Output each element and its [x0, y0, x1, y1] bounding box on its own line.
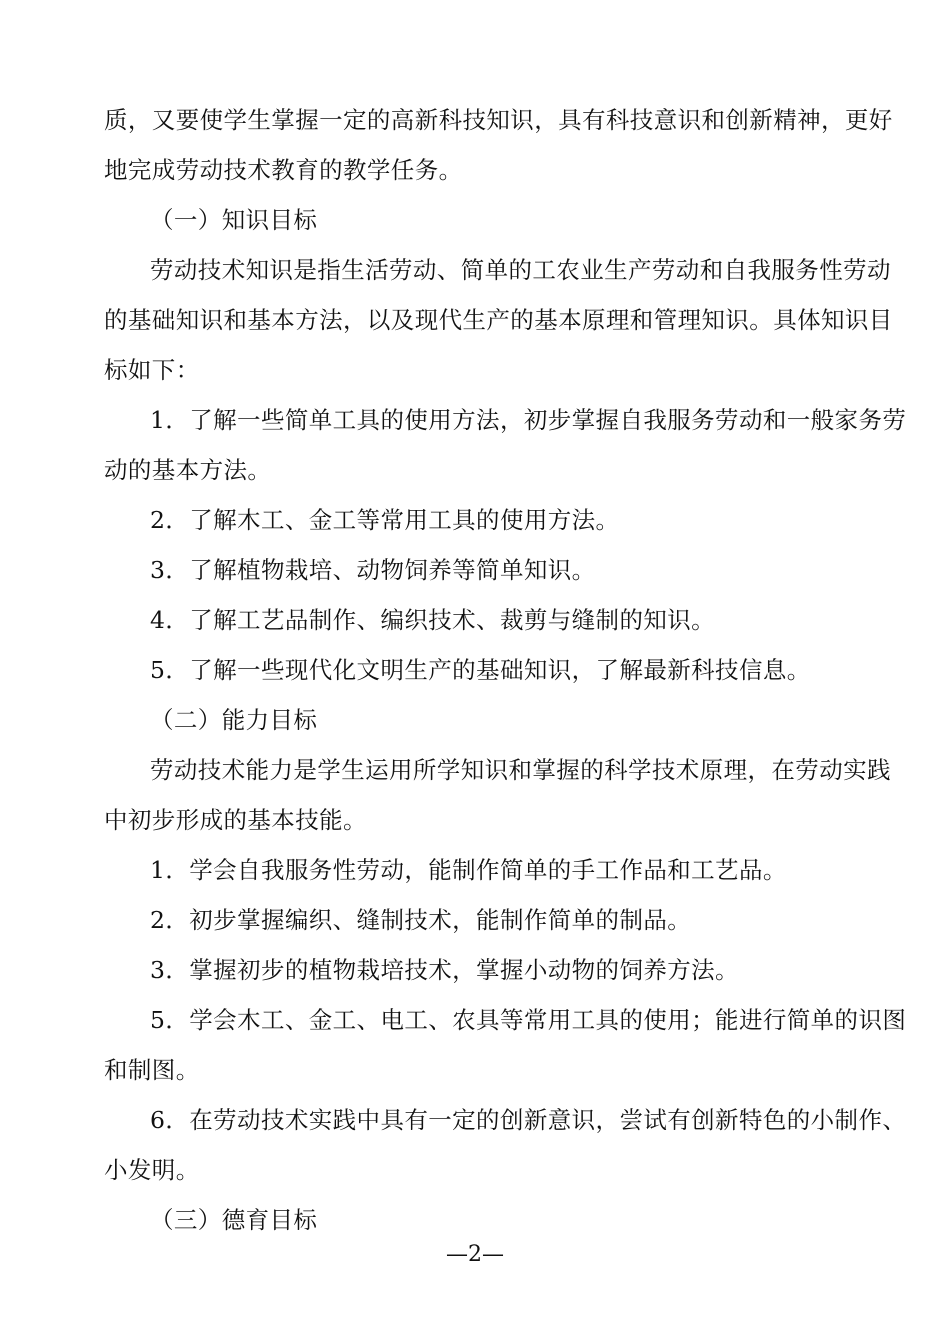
line-text: 2．初步掌握编织、缝制技术，能制作简单的制品。 [150, 906, 692, 934]
line-text: 劳动技术知识是指生活劳动、简单的工农业生产劳动和自我服务性劳动 [150, 256, 891, 284]
line-text: 3．掌握初步的植物栽培技术，掌握小动物的饲养方法。 [150, 956, 739, 984]
line-text: 3．了解植物栽培、动物饲养等简单知识。 [150, 556, 596, 584]
line-text: 4．了解工艺品制作、编织技术、裁剪与缝制的知识。 [150, 606, 716, 634]
line-text: 1．学会自我服务性劳动，能制作简单的手工作品和工艺品。 [150, 856, 787, 884]
line-text: 和制图。 [104, 1056, 200, 1084]
line-text: 6．在劳动技术实践中具有一定的创新意识，尝试有创新特色的小制作、 [150, 1106, 907, 1134]
line-text: 5．了解一些现代化文明生产的基础知识，了解最新科技信息。 [150, 656, 811, 684]
page-number: —2— [446, 1242, 504, 1267]
heading-text: （一）知识目标 [150, 206, 318, 234]
line-text: 标如下： [104, 356, 200, 384]
line-text: 质，又要使学生掌握一定的高新科技知识，具有科技意识和创新精神，更好 [104, 106, 893, 134]
line-text: 5．学会木工、金工、电工、农具等常用工具的使用；能进行简单的识图 [150, 1006, 907, 1034]
heading-text: （二）能力目标 [150, 706, 318, 734]
line-text: 动的基本方法。 [104, 456, 272, 484]
line-text: 的基础知识和基本方法，以及现代生产的基本原理和管理知识。具体知识目 [104, 306, 893, 334]
line-text: 1．了解一些简单工具的使用方法，初步掌握自我服务劳动和一般家务劳 [150, 406, 907, 434]
line-text: 小发明。 [104, 1156, 200, 1184]
line-text: 2．了解木工、金工等常用工具的使用方法。 [150, 506, 620, 534]
line-text: 中初步形成的基本技能。 [104, 806, 367, 834]
line-text: 劳动技术能力是学生运用所学知识和掌握的科学技术原理，在劳动实践 [150, 756, 891, 784]
heading-text: （三）德育目标 [150, 1206, 318, 1234]
line-text: 地完成劳动技术教育的教学任务。 [104, 156, 463, 184]
